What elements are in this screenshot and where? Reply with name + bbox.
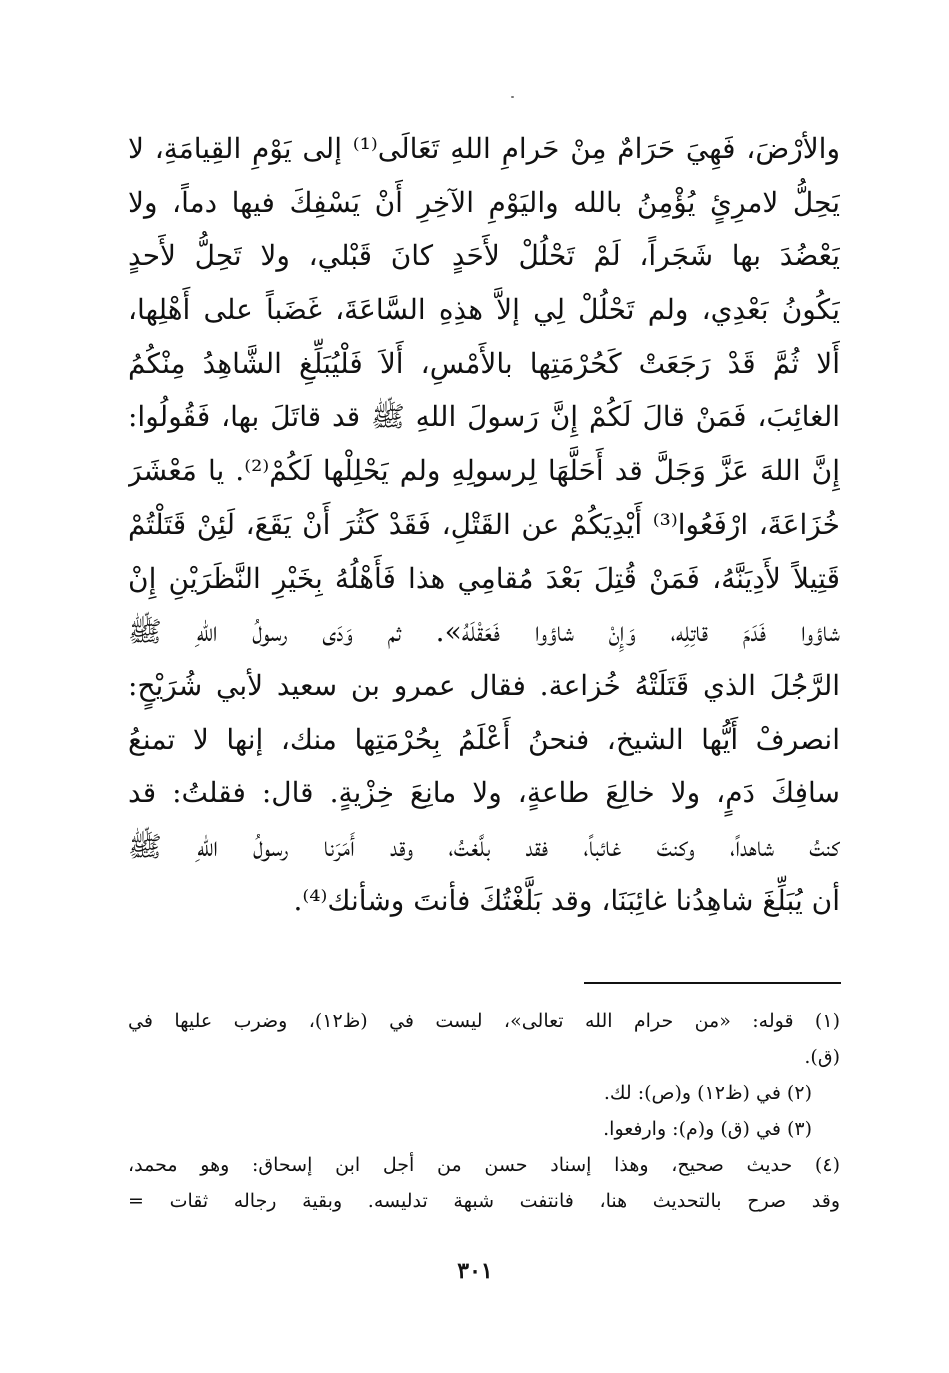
page-number: ٣٠١ <box>457 1258 493 1284</box>
body-line: يَحِلُّ لامرِئٍ يُؤْمِنُ بالله واليَوْمِ الآخِرِ أَنْ يَسْفِكَ فيها دماً، ولا <box>128 185 840 219</box>
body-line: الرَّجُلَ الذي قَتَلَتْهُ خُزاعة. فقال عمرو بن سعيد لأبي شُرَيْحٍ: <box>128 668 840 702</box>
footnote-line: (١) قوله: «من حرام الله تعالى»، ليست في (ظ١٢)، وضرب عليها في <box>128 1010 840 1032</box>
body-line-last: أن يُبَلِّغَ شاهِدُنا غائِبَنَا، وقد بَلَّغْتُكَ فأنتَ وشأنك⁽⁴⁾. <box>293 883 840 917</box>
body-line: إِنَّ اللهَ عَزَّ وَجَلَّ قد أَحَلَّهَا لِرسولِهِ ولم يَحْلِلْها لَكُمْ⁽²⁾. يا مَعْشَرَ <box>128 454 840 488</box>
footnote-line: (٤) حديث صحيح، وهذا إسناد حسن من أجل ابن إسحاق: وهو محمد، <box>128 1154 840 1176</box>
main-text-block <box>128 122 840 927</box>
body-line: يَكُونُ بَعْدِي، ولم تَحْلُلْ لِي إلاَّ هذِهِ السَّاعَةَ، غَضَباً على أَهْلِها، <box>128 293 840 327</box>
footnote-line: وقد صرح بالتحديث هنا، فانتفت شبهة تدليسه. وبقية رجاله ثقات = <box>128 1190 840 1212</box>
body-line: شاؤوا فَدَمَ قاتِلِه، وَإِنْ شاؤوا فَعَقْلَهُ». ثم وَدَى رسولُ اللهِ ﷺ <box>128 615 840 649</box>
footnote-line: (٢) في (ظ١٢) و(ص): لك. <box>603 1082 812 1104</box>
footnote-line: (٣) في (ق) و(م): وارفعوا. <box>603 1118 812 1140</box>
scan-speck <box>511 96 514 98</box>
body-line: سافِكَ دَمٍ، ولا خالِعَ طاعةٍ، ولا مانِعَ خِزْيةٍ. قال: فقلتُ: قد <box>128 776 840 810</box>
footnotes-block <box>128 1003 840 1219</box>
body-line: والأرْضَ، فَهِيَ حَرَامٌ مِنْ حَرامِ اللهِ تَعَالَى⁽¹⁾ إلى يَوْمِ القِيامَةِ، لا <box>128 132 840 165</box>
body-line: قَتِيلاً لأَدِيَنَّهُ، فَمَنْ قُتِلَ بَعْدَ مُقامِي هذا فَأَهْلُهُ بِخَيْرِ النَّظَرَيْنِ إِنْ <box>128 561 840 595</box>
footnote-line: (ق). <box>804 1046 840 1068</box>
body-line: الغائِبَ، فَمَنْ قالَ لَكُمْ إِنَّ رَسولَ اللهِ ﷺ قد قاتَلَ بها، فَقُولُوا: <box>128 400 840 434</box>
body-line: كنتُ شاهداً، وكنتَ غائباً، فقد بلَّغتُ، وقد أَمَرَنا رسولُ اللهِ ﷺ <box>128 829 840 863</box>
footnote-separator <box>584 982 841 984</box>
body-line: انصرفْ أَيُّها الشيخ، فنحنُ أَعْلَمُ بِحُرْمَتِها منك، إنها لا تمنعُ <box>128 722 840 756</box>
body-line: أَلا ثُمَّ قَدْ رَجَعَتْ كَحُرْمَتِها بالأَمْسِ، أَلاَ فَلْيُبَلِّغِ الشَّاهِدُ مِنْكُمُ <box>128 346 840 380</box>
body-line: خُزَاعَةَ، ارْفَعُوا⁽³⁾ أَيْدِيَكُمْ عن القَتْلِ، فَقَدْ كَثُرَ أَنْ يَقَعَ، لَئِنْ قَتَلْتُمْ <box>128 507 840 541</box>
body-line: يَعْضُدَ بها شَجَراً، لَمْ تَحْلُلْ لأَحَدٍ كانَ قَبْلي، ولا تَحِلُّ لأَحدٍ <box>128 239 840 273</box>
